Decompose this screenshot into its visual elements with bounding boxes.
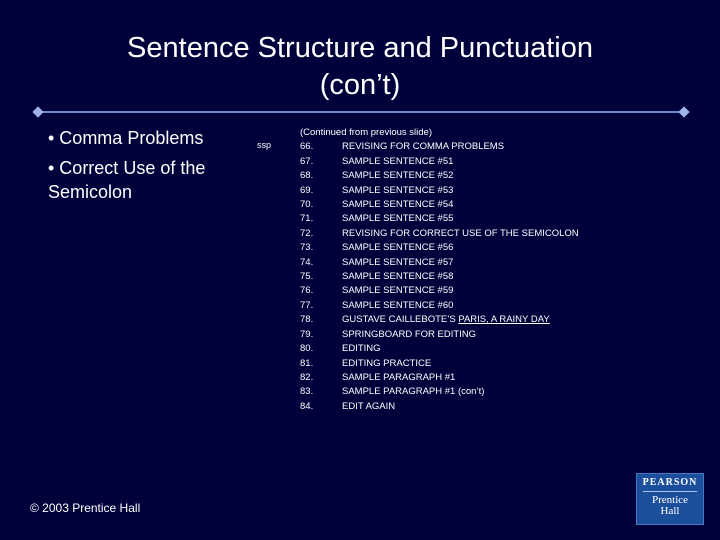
- logo-prentice: Prentice: [651, 494, 689, 506]
- list-item: [300, 212, 579, 226]
- list-item: [300, 241, 579, 255]
- list-item: [300, 155, 579, 169]
- item-text: SAMPLE SENTENCE #54: [342, 199, 454, 211]
- list-item: [300, 313, 579, 327]
- item-number: 67.: [300, 155, 314, 167]
- list-item: [300, 198, 579, 212]
- list-item: [300, 270, 579, 284]
- item-text: EDITING: [342, 343, 381, 355]
- item-text: SPRINGBOARD FOR EDITING: [342, 328, 477, 340]
- item-text: SAMPLE SENTENCE #59: [342, 285, 454, 297]
- logo-divider: [643, 491, 697, 492]
- item-number: 80.: [300, 343, 314, 355]
- item-title-underlined: PARIS, A RAINY DAY: [458, 314, 550, 326]
- copyright: © 2003 Prentice Hall: [30, 501, 141, 515]
- list-item: [300, 140, 579, 154]
- logo-pearson-text: PEARSON: [642, 477, 698, 488]
- list-item: [300, 256, 579, 270]
- item-number: 84.: [300, 400, 314, 412]
- contents-list: [300, 126, 579, 414]
- item-text: REVISING FOR COMMA PROBLEMS: [342, 141, 505, 153]
- item-number: 82.: [300, 371, 314, 383]
- item-text: REVISING FOR CORRECT USE OF THE SEMICOLON: [342, 227, 579, 239]
- list-item: [300, 371, 579, 385]
- item-number: 74.: [300, 256, 314, 268]
- item-number: 72.: [300, 227, 314, 239]
- item-number: 68.: [300, 170, 314, 182]
- bullet-item: • Comma Problems: [48, 128, 204, 148]
- item-number: 70.: [300, 199, 314, 211]
- item-text: SAMPLE SENTENCE #52: [342, 170, 454, 182]
- divider-right-diamond-icon: [678, 106, 689, 117]
- title-line-2: (con’t): [319, 69, 401, 101]
- item-number: 77.: [300, 299, 314, 311]
- item-text: SAMPLE SENTENCE #56: [342, 242, 454, 254]
- item-number: 69.: [300, 184, 314, 196]
- item-text: SAMPLE SENTENCE #58: [342, 271, 454, 283]
- item-text: SAMPLE PARAGRAPH #1 (con’t): [342, 386, 485, 398]
- item-text: EDIT AGAIN: [342, 400, 396, 412]
- continued-note: (Continued from previous slide): [300, 127, 433, 138]
- item-number: 75.: [300, 271, 314, 283]
- divider-left-diamond-icon: [32, 106, 43, 117]
- item-text: SAMPLE SENTENCE #60: [342, 299, 454, 311]
- slide-title: [0, 30, 720, 104]
- title-line-1: Sentence Structure and Punctuation: [127, 32, 593, 64]
- list-item: [300, 284, 579, 298]
- item-text: GUSTAVE CAILLEBOTE’S: [342, 314, 459, 326]
- item-text: EDITING PRACTICE: [342, 357, 432, 369]
- item-number: 78.: [300, 314, 314, 326]
- item-number: 73.: [300, 242, 314, 254]
- list-item: [300, 357, 579, 371]
- list-item: [300, 299, 579, 313]
- list-item: [300, 328, 579, 342]
- bullet-list: [48, 126, 238, 210]
- item-text: SAMPLE SENTENCE #51: [342, 155, 454, 167]
- item-text: SAMPLE SENTENCE #53: [342, 184, 454, 196]
- list-item: [300, 169, 579, 183]
- logo-prentice-hall-text: [637, 495, 703, 517]
- title-divider: [38, 111, 684, 113]
- side-label: ssp: [257, 140, 272, 150]
- item-text: SAMPLE SENTENCE #55: [342, 213, 454, 225]
- item-number: 83.: [300, 386, 314, 398]
- item-text: SAMPLE PARAGRAPH #1: [342, 371, 456, 383]
- list-item: [300, 400, 579, 414]
- item-number: 81.: [300, 357, 314, 369]
- logo-hall: Hall: [660, 505, 680, 517]
- pearson-logo: [636, 473, 704, 525]
- bullet-item: • Correct Use of the Semicolon: [48, 158, 206, 202]
- list-item: [300, 385, 579, 399]
- list-item: [300, 342, 579, 356]
- item-number: 79.: [300, 328, 314, 340]
- item-number: 76.: [300, 285, 314, 297]
- list-item: [300, 184, 579, 198]
- item-number: 71.: [300, 213, 314, 225]
- item-number: 66.: [300, 141, 314, 153]
- list-item: [300, 227, 579, 241]
- item-text: SAMPLE SENTENCE #57: [342, 256, 454, 268]
